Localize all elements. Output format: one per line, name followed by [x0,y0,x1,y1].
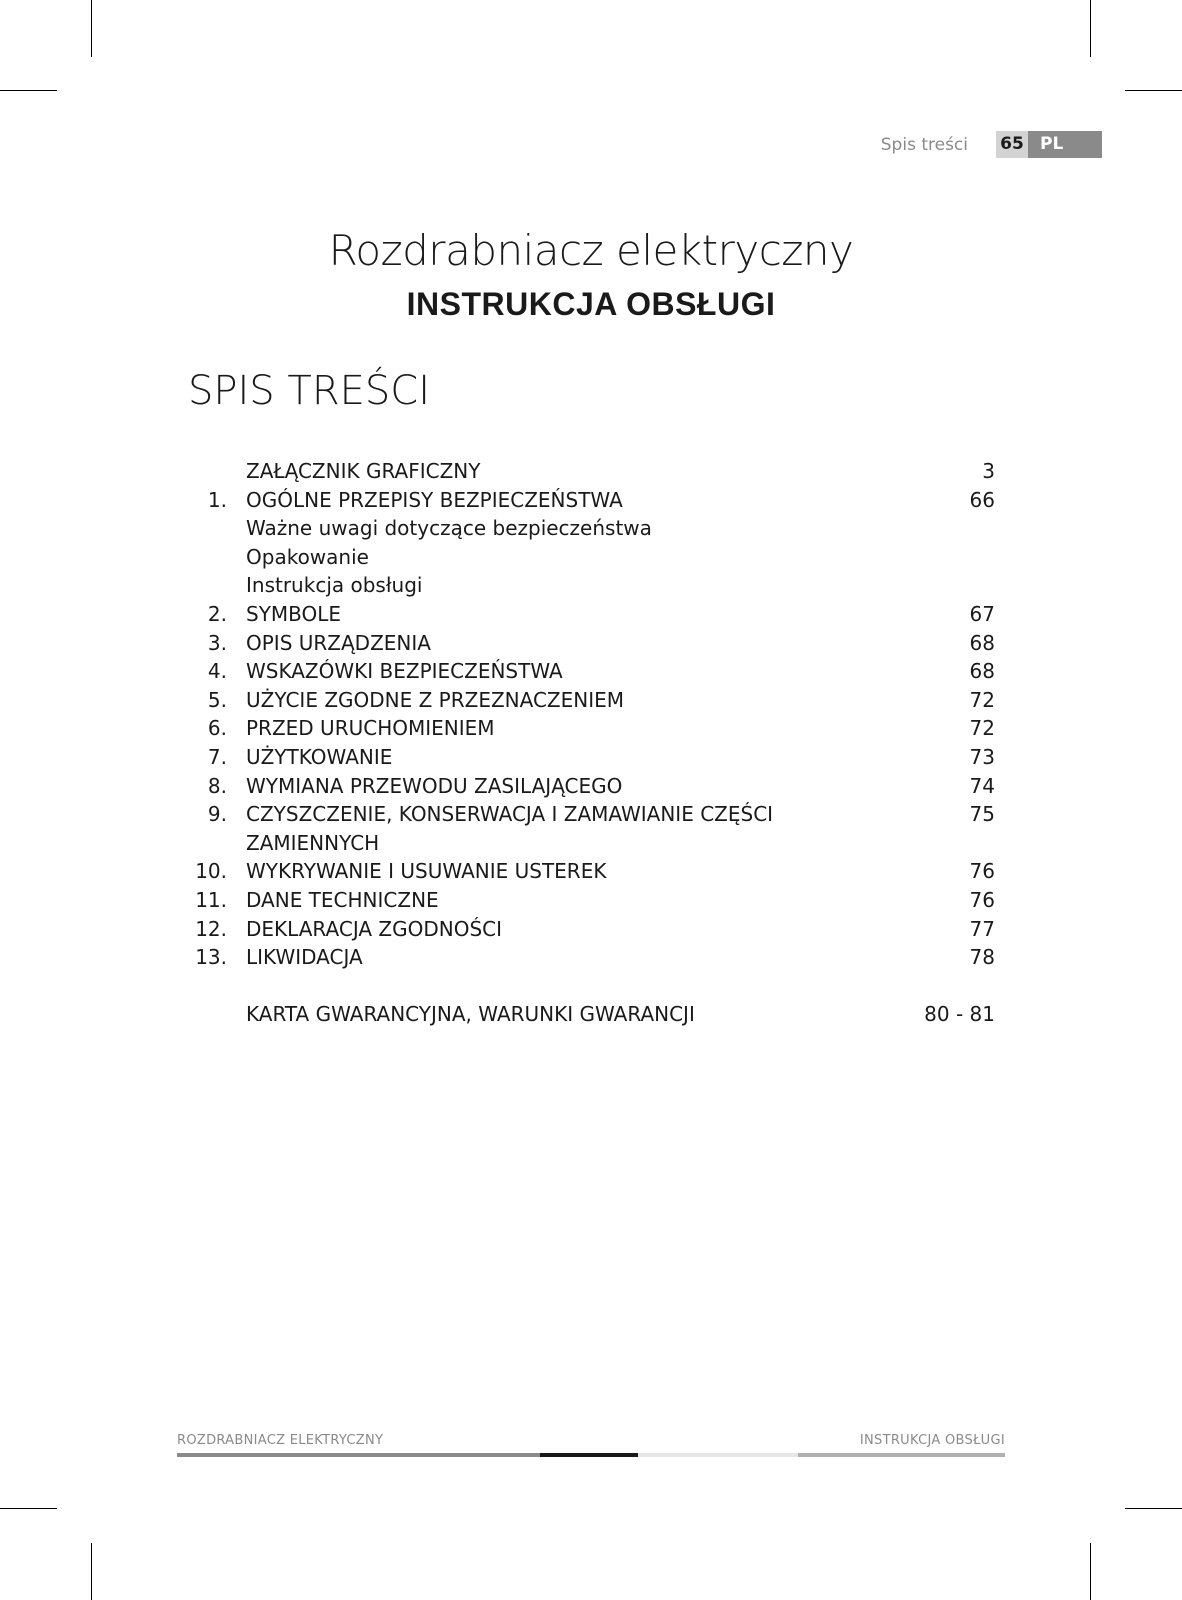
footer-bar-segment [638,1453,798,1457]
toc-entry [190,915,995,944]
toc-entry-page: 78 [969,945,995,970]
header-page-number: 65 [996,131,1028,158]
toc-entry-label: Ważne uwagi dotyczące bezpieczeństwa [246,516,652,541]
toc-entry-page: 73 [969,744,995,769]
toc-entry [190,657,995,686]
toc-entry [190,800,995,829]
product-title: Rozdrabniacz elektryczny [328,226,854,275]
toc-entry [190,514,995,543]
toc-entry [190,743,995,772]
toc-entry [190,571,995,600]
toc-entry-label: OPIS URZĄDZENIA [246,630,431,655]
toc-entry-label: WSKAZÓWKI BEZPIECZEŃSTWA [246,659,563,684]
toc-spacer [190,972,995,1001]
toc-entry-label: WYMIANA PRZEWODU ZASILAJĄCEGO [246,773,623,798]
toc-entry [190,829,995,858]
toc-entry-label: Opakowanie [246,544,369,569]
toc-entry-label: UŻYCIE ZGODNE Z PRZEZNACZENIEM [246,687,625,712]
toc-entry-number: 6. [207,716,227,741]
toc-entry-label: LIKWIDACJA [246,945,363,970]
toc-entry-label: KARTA GWARANCYJNA, WARUNKI GWARANCJI [246,1002,695,1027]
toc-entry [190,886,995,915]
toc-entry [190,1000,995,1029]
toc-entry-number: 5. [207,687,227,712]
toc-entry-label: WYKRYWANIE I USUWANIE USTEREK [246,859,607,884]
header-language-tag: PL [1028,131,1102,158]
toc-entry-number: 11. [195,887,227,912]
toc-entry-number: 12. [195,916,227,941]
footer-manual-name: INSTRUKCJA OBSŁUGI [859,1433,1005,1448]
footer-product-name: ROZDRABNIACZ ELEKTRYCZNY [177,1433,384,1448]
crop-mark [1090,0,1091,57]
toc-entry-page: 77 [969,916,995,941]
toc-entry-number: 1. [207,487,227,512]
footer-bar-segment [798,1453,1005,1457]
crop-mark [1125,1508,1182,1509]
toc-entry-label: SYMBOLE [246,601,342,626]
toc-entry-label: Instrukcja obsługi [246,573,423,598]
toc-entry [190,857,995,886]
toc-entry-page: 72 [969,687,995,712]
toc-heading: SPIS TREŚCI [188,368,431,414]
crop-mark [0,1508,57,1509]
toc-entry [190,486,995,515]
toc-entry-page: 74 [969,773,995,798]
toc-entry-label: DANE TECHNICZNE [246,887,439,912]
toc-entry-label: OGÓLNE PRZEPISY BEZPIECZEŃSTWA [246,487,623,512]
header-section-title: Spis treści [880,135,968,155]
toc-entry-label: ZAMIENNYCH [246,830,380,855]
toc-entry-label: CZYSZCZENIE, KONSERWACJA I ZAMAWIANIE CZĘŚCI [246,802,774,827]
toc-entry-page: 80 - 81 [924,1002,995,1027]
toc-entry-page: 76 [969,859,995,884]
toc-entry [190,629,995,658]
toc-entry-label: DEKLARACJA ZGODNOŚCI [246,916,503,941]
toc-entry-label: ZAŁĄCZNIK GRAFICZNY [246,459,481,483]
toc-entry-number: 10. [195,859,227,884]
toc-entry-page: 68 [969,630,995,655]
manual-title: INSTRUKCJA OBSŁUGI [406,286,776,322]
toc-entry-page: 3 [982,459,995,483]
crop-mark [0,90,57,91]
footer-bar-segment [177,1453,540,1457]
crop-mark [1125,90,1182,91]
toc-entry-page: 68 [969,659,995,684]
toc-entry-number: 3. [207,630,227,655]
toc-entry-page: 66 [969,487,995,512]
toc-entry-number: 2. [207,601,227,626]
table-of-contents [190,457,995,1029]
crop-mark [91,0,92,57]
crop-mark [91,1543,92,1600]
toc-entry-number: 9. [207,802,227,827]
toc-entry [190,686,995,715]
toc-entry-page: 67 [969,601,995,626]
toc-entry-number: 7. [207,744,227,769]
crop-mark [1090,1543,1091,1600]
toc-entry [190,457,995,486]
toc-entry-label: PRZED URUCHOMIENIEM [246,716,495,741]
toc-entry [190,772,995,801]
toc-entry-page: 75 [969,802,995,827]
toc-entry-page: 72 [969,716,995,741]
toc-entry-page: 76 [969,887,995,912]
toc-entry-number: 4. [207,659,227,684]
toc-entry [190,543,995,572]
toc-entry-label: UŻYTKOWANIE [246,744,393,769]
toc-entry [190,600,995,629]
toc-entry-number: 13. [195,945,227,970]
toc-entry [190,943,995,972]
toc-entry-number: 8. [207,773,227,798]
toc-entry [190,714,995,743]
footer-bar-segment [540,1453,638,1457]
